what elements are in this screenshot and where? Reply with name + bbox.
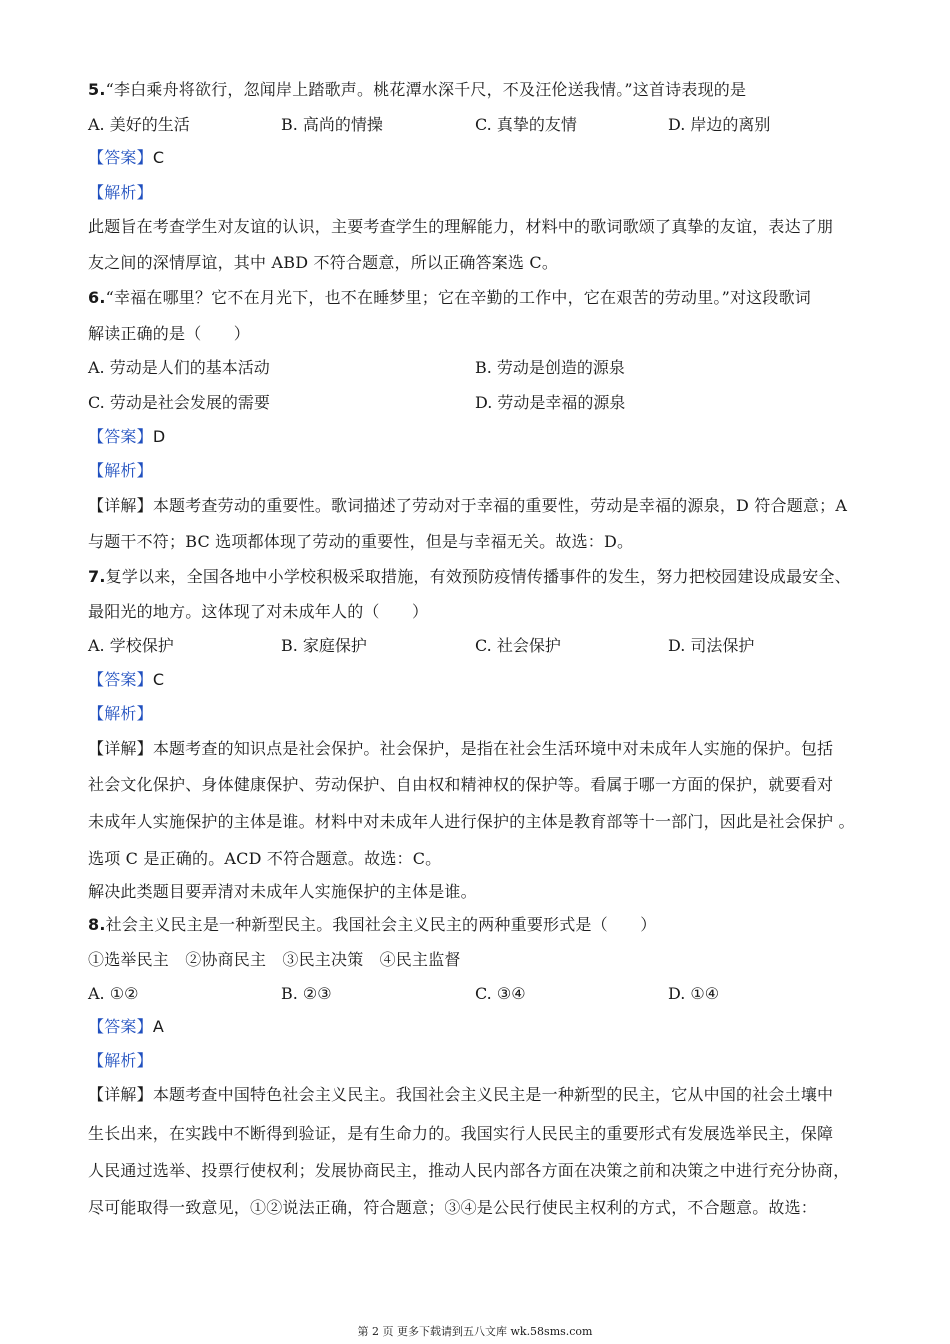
q8-analysis-label: 【解析】 xyxy=(88,1051,153,1070)
question-6-stem-line-1 xyxy=(88,288,811,308)
detail-text: 本题考查中国特色社会主义民主。我国社会主义民主是一种新型的民主，它从中国的社会土壤中 xyxy=(152,1085,834,1104)
question-text: “李白乘舟将欲行，忽闻岸上踏歌声。桃花潭水深千尺，不及汪伦送我情。”这首诗表现的是 xyxy=(105,80,747,99)
q6-detail-line-2: 与题干不符；BC 选项都体现了劳动的重要性，但是与幸福无关。故选：D。 xyxy=(88,532,634,551)
q5-option-c: C. 真挚的友情 xyxy=(475,115,577,134)
q7-detail-line-4: 选项 C 是正确的。ACD 不符合题意。故选：C。 xyxy=(88,849,442,868)
q6-option-d: D. 劳动是幸福的源泉 xyxy=(475,393,626,412)
q6-detail-line-1 xyxy=(88,496,847,516)
q5-answer xyxy=(88,148,164,168)
answer-label: 【答案】 xyxy=(88,148,153,167)
detail-label: 【详解】 xyxy=(88,1085,153,1104)
q8-statement-items: ①选举民主 ②协商民主 ③民主决策 ④民主监督 xyxy=(88,950,461,969)
q7-detail-line-1 xyxy=(88,739,833,759)
q7-option-b: B. 家庭保护 xyxy=(281,636,367,655)
detail-label: 【详解】 xyxy=(88,739,153,758)
question-5-stem xyxy=(88,80,746,100)
q8-option-b: B. ②③ xyxy=(281,984,332,1003)
answer-value: A xyxy=(152,1017,164,1036)
q6-option-c: C. 劳动是社会发展的需要 xyxy=(88,393,270,412)
q7-analysis-label: 【解析】 xyxy=(88,704,153,723)
q6-option-a: A. 劳动是人们的基本活动 xyxy=(88,358,270,377)
question-text: 社会主义民主是一种新型民主。我国社会主义民主的两种重要形式是（ ） xyxy=(105,915,657,934)
q5-analysis-line-1: 此题旨在考查学生对友谊的认识，主要考查学生的理解能力，材料中的歌词歌颂了真挚的友谊，表达了朋 xyxy=(88,217,834,236)
page-footer: 第 2 页 更多下载请到五八文库 wk.58sms.com xyxy=(357,1325,593,1338)
question-number: 7. xyxy=(88,567,106,586)
answer-label: 【答案】 xyxy=(88,670,153,689)
question-7-stem-line-2: 最阳光的地方。这体现了对未成年人的（ ） xyxy=(88,602,429,621)
question-8-stem xyxy=(88,915,656,935)
q7-option-c: C. 社会保护 xyxy=(475,636,561,655)
q6-answer xyxy=(88,427,165,447)
answer-value: C xyxy=(152,148,165,167)
q7-detail-line-3: 未成年人实施保护的主体是谁。材料中对未成年人进行保护的主体是教育部等十一部门，因此是社会保护 。 xyxy=(88,812,855,831)
q5-analysis-label: 【解析】 xyxy=(88,183,153,202)
detail-text: 本题考查劳动的重要性。歌词描述了劳动对于幸福的重要性，劳动是幸福的源泉，D 符合题意；A xyxy=(152,496,848,515)
q7-answer xyxy=(88,670,164,690)
question-text: 复学以来，全国各地中小学校积极采取措施，有效预防疫情传播事件的发生，努力把校园建设成最安全、 xyxy=(105,567,851,586)
question-number: 6. xyxy=(88,288,106,307)
q7-option-d: D. 司法保护 xyxy=(668,636,755,655)
q8-option-a: A. ①② xyxy=(88,984,139,1003)
q8-detail-line-4: 尽可能取得一致意见，①②说法正确，符合题意；③④是公民行使民主权利的方式，不合题意。故选： xyxy=(88,1198,818,1217)
answer-label: 【答案】 xyxy=(88,427,153,446)
question-number: 8. xyxy=(88,915,106,934)
answer-value: D xyxy=(152,427,166,446)
answer-value: C xyxy=(152,670,165,689)
q5-option-d: D. 岸边的离别 xyxy=(668,115,771,134)
q8-detail-line-2: 生长出来，在实践中不断得到验证，是有生命力的。我国实行人民民主的重要形式有发展选举民主，保障 xyxy=(88,1124,834,1143)
q8-detail-line-3: 人民通过选举、投票行使权利；发展协商民主，推动人民内部各方面在决策之前和决策之中进行充分协商， xyxy=(88,1161,850,1180)
q7-option-a: A. 学校保护 xyxy=(88,636,174,655)
q8-detail-line-1 xyxy=(88,1085,833,1105)
detail-text: 本题考查的知识点是社会保护。社会保护，是指在社会生活环境中对未成年人实施的保护。包括 xyxy=(152,739,834,758)
q8-option-d: D. ①④ xyxy=(668,984,720,1003)
answer-label: 【答案】 xyxy=(88,1017,153,1036)
q5-analysis-line-2: 友之间的深情厚谊，其中 ABD 不符合题意，所以正确答案选 C。 xyxy=(88,253,559,272)
question-6-stem-line-2: 解读正确的是（ ） xyxy=(88,324,251,343)
q8-answer xyxy=(88,1017,164,1037)
q5-option-a: A. 美好的生活 xyxy=(88,115,190,134)
q7-detail-line-5: 解决此类题目要弄清对未成年人实施保护的主体是谁。 xyxy=(88,882,477,901)
question-number: 5. xyxy=(88,80,106,99)
q6-option-b: B. 劳动是创造的源泉 xyxy=(475,358,625,377)
detail-label: 【详解】 xyxy=(88,496,153,515)
q7-detail-line-2: 社会文化保护、身体健康保护、劳动保护、自由权和精神权的保护等。看属于哪一方面的保护，就要看对 xyxy=(88,775,834,794)
q6-analysis-label: 【解析】 xyxy=(88,461,153,480)
question-7-stem-line-1 xyxy=(88,567,851,587)
question-text: “幸福在哪里？它不在月光下，也不在睡梦里；它在辛勤的工作中，它在艰苦的劳动里。”对这段歌词 xyxy=(105,288,811,307)
q8-option-c: C. ③④ xyxy=(475,984,526,1003)
q5-option-b: B. 高尚的情操 xyxy=(281,115,383,134)
